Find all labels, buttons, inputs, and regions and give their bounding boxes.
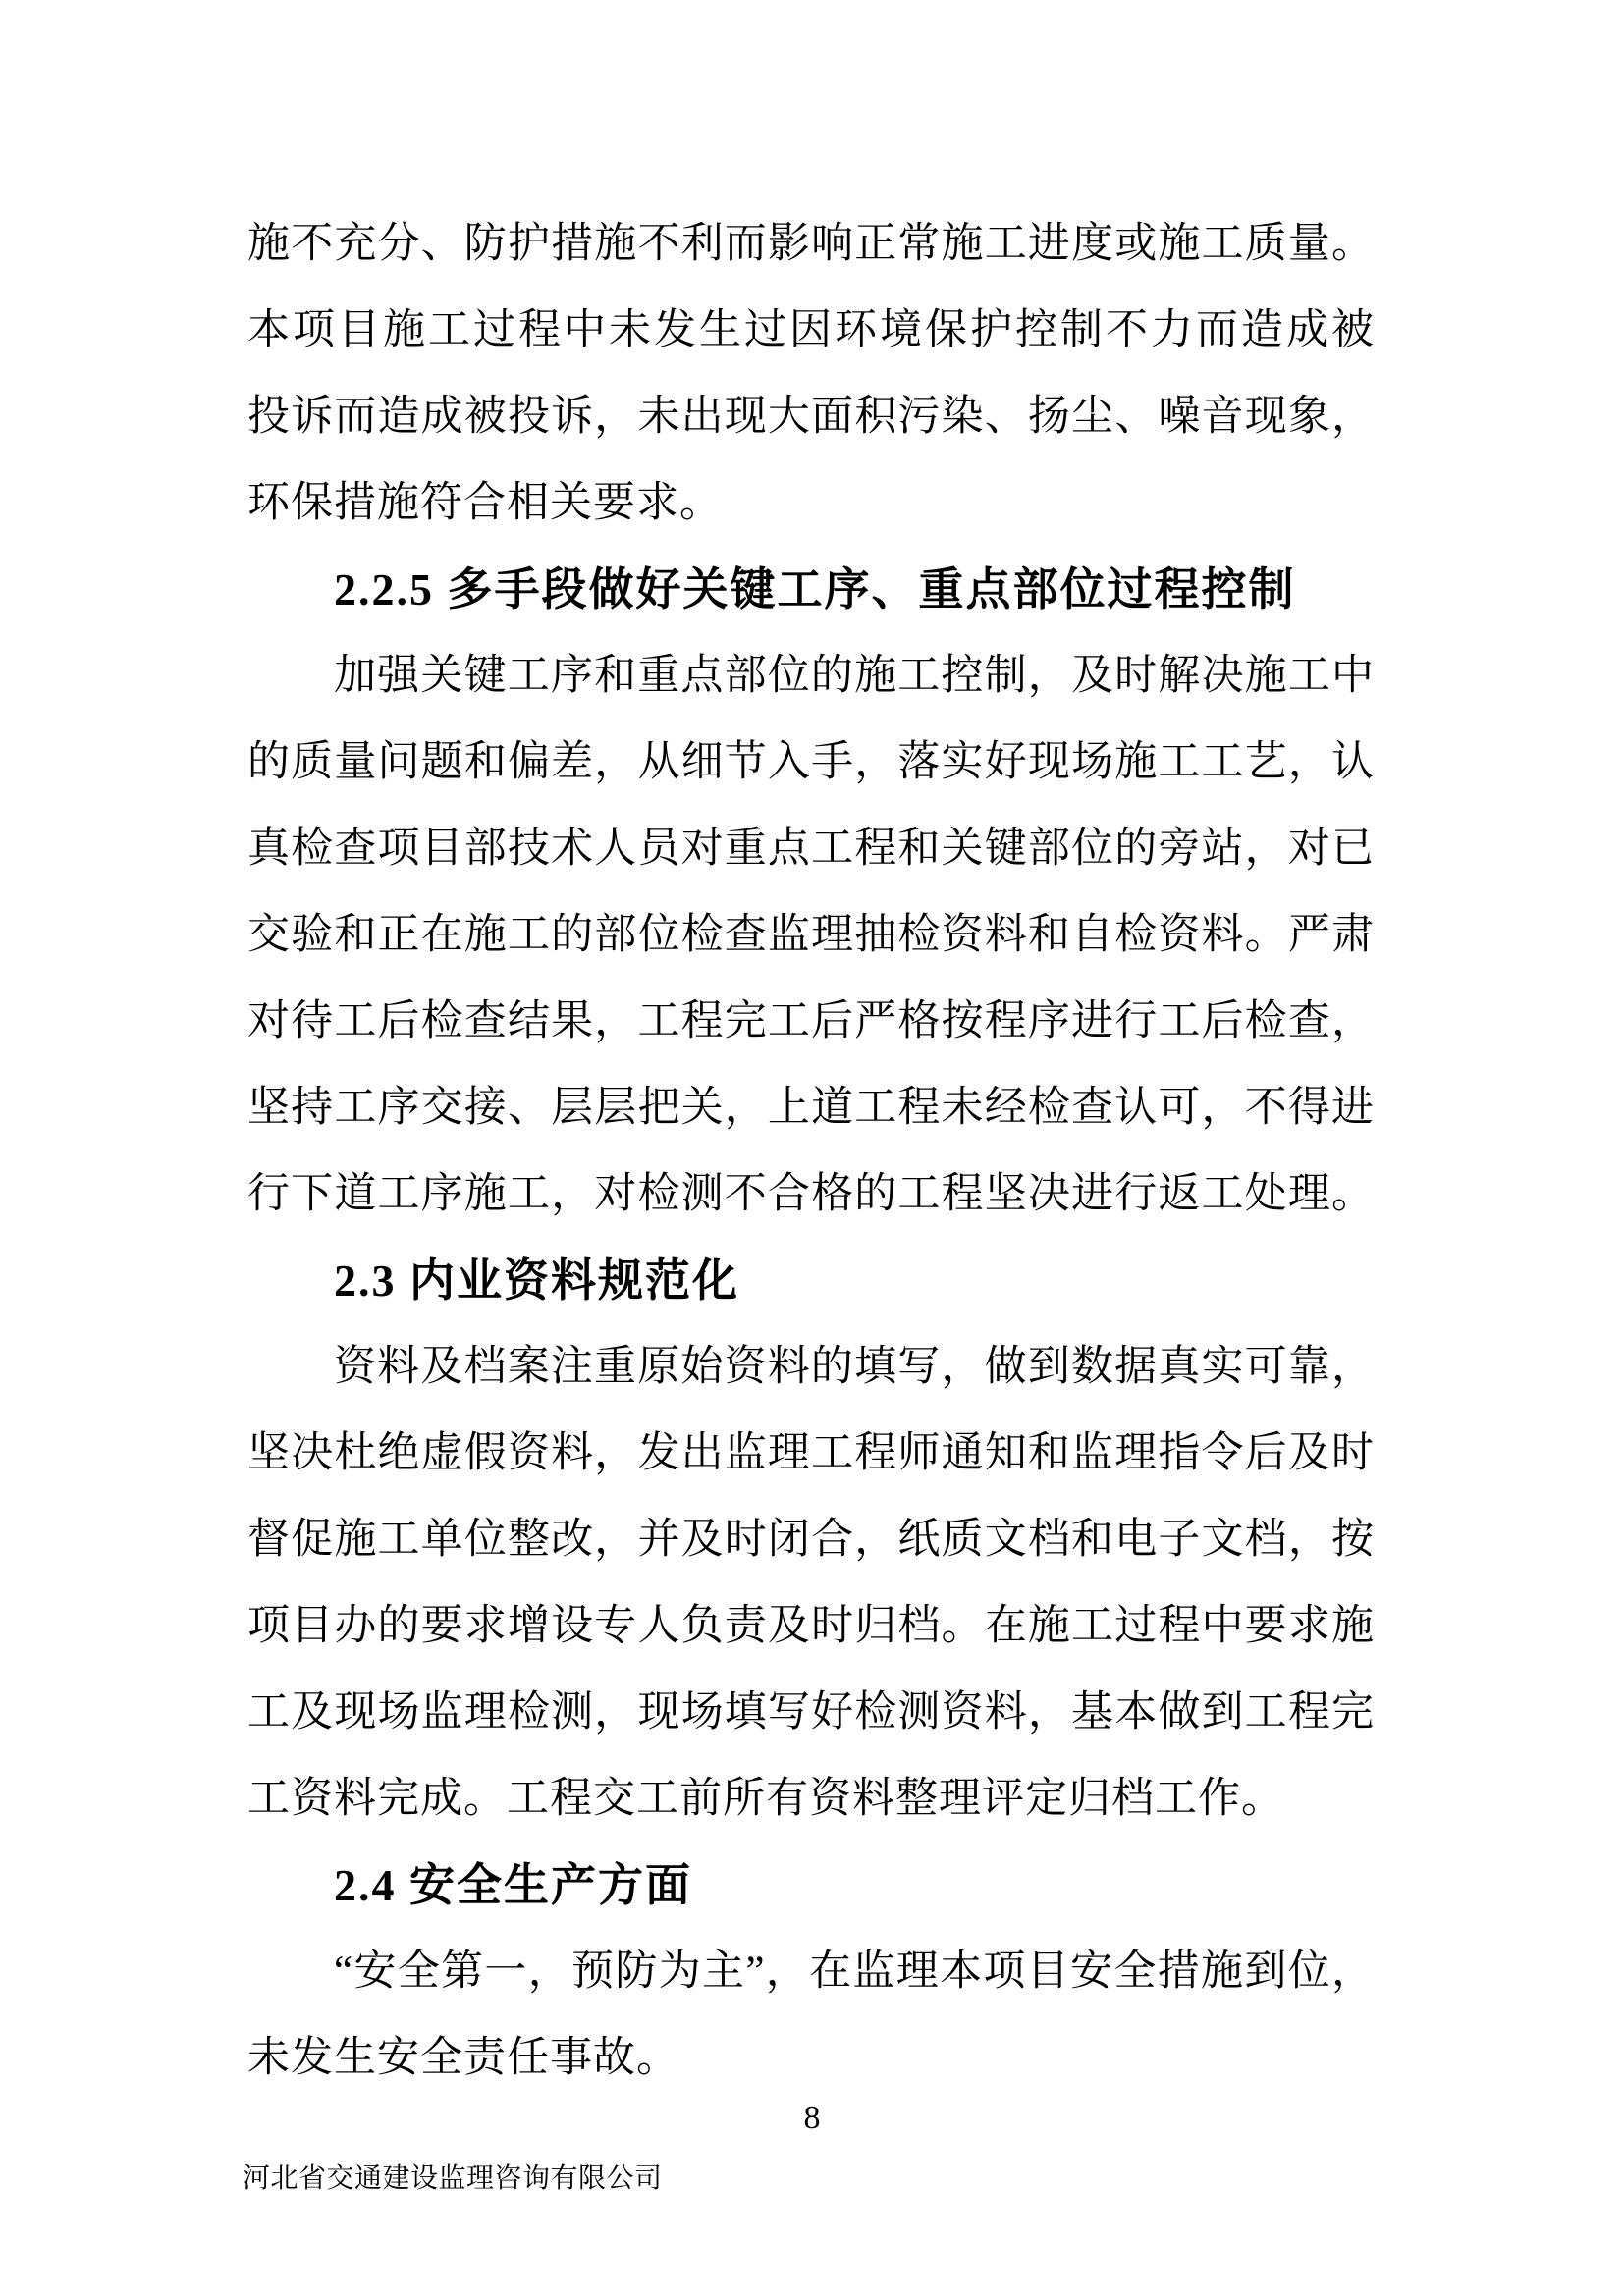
text-line: 的质量问题和偏差，从细节入手，落实好现场施工工艺，认 (247, 739, 1375, 785)
text-line: 工资料完成。工程交工前所有资料整理评定归档工作。 (247, 1776, 1284, 1822)
text-line: 施不充分、防护措施不利而影响正常施工进度或施工质量。 (247, 221, 1375, 267)
section-heading: 2.4 安全生产方面 (334, 1860, 692, 1910)
text-line: 行下道工序施工，对检测不合格的工程坚决进行返工处理。 (247, 1171, 1375, 1217)
text-line: 工及现场监理检测，现场填写好检测资料，基本做到工程完 (247, 1689, 1375, 1735)
text-line: 坚持工序交接、层层把关，上道工程未经检查认可，不得进 (247, 1085, 1375, 1131)
text-line: 资料及档案注重原始资料的填写，做到数据真实可靠， (334, 1344, 1375, 1390)
text-line: 未发生安全责任事故。 (247, 2035, 679, 2081)
text-line: 加强关键工序和重点部位的施工控制，及时解决施工中 (334, 653, 1375, 699)
text-line: 真检查项目部技术人员对重点工程和关键部位的旁站，对已 (247, 826, 1375, 872)
text-line: 交验和正在施工的部位检查监理抽检资料和自检资料。严肃 (247, 912, 1375, 958)
text-line: 环保措施符合相关要求。 (247, 480, 723, 526)
section-heading: 2.2.5 多手段做好关键工序、重点部位过程控制 (334, 564, 1296, 614)
text-line: 项目办的要求增设专人负责及时归档。在施工过程中要求施 (247, 1603, 1375, 1649)
footer-company-name: 河北省交通建设监理咨询有限公司 (243, 2163, 663, 2194)
text-line: 投诉而造成被投诉，未出现大面积污染、扬尘、噪音现象， (247, 394, 1375, 440)
section-heading: 2.3 内业资料规范化 (334, 1255, 739, 1306)
page-number: 8 (803, 2100, 821, 2136)
text-line: “安全第一，预防为主”，在监理本项目安全措施到位， (334, 1949, 1375, 1995)
text-line: 本项目施工过程中未发生过因环境保护控制不力而造成被 (247, 307, 1375, 353)
text-line: 坚决杜绝虚假资料，发出监理工程师通知和监理指令后及时 (247, 1430, 1375, 1476)
text-line: 对待工后检查结果，工程完工后严格按程序进行工后检查， (247, 998, 1375, 1044)
text-line: 督促施工单位整改，并及时闭合，纸质文档和电子文档，按 (247, 1517, 1375, 1563)
document-body (247, 201, 1375, 2102)
